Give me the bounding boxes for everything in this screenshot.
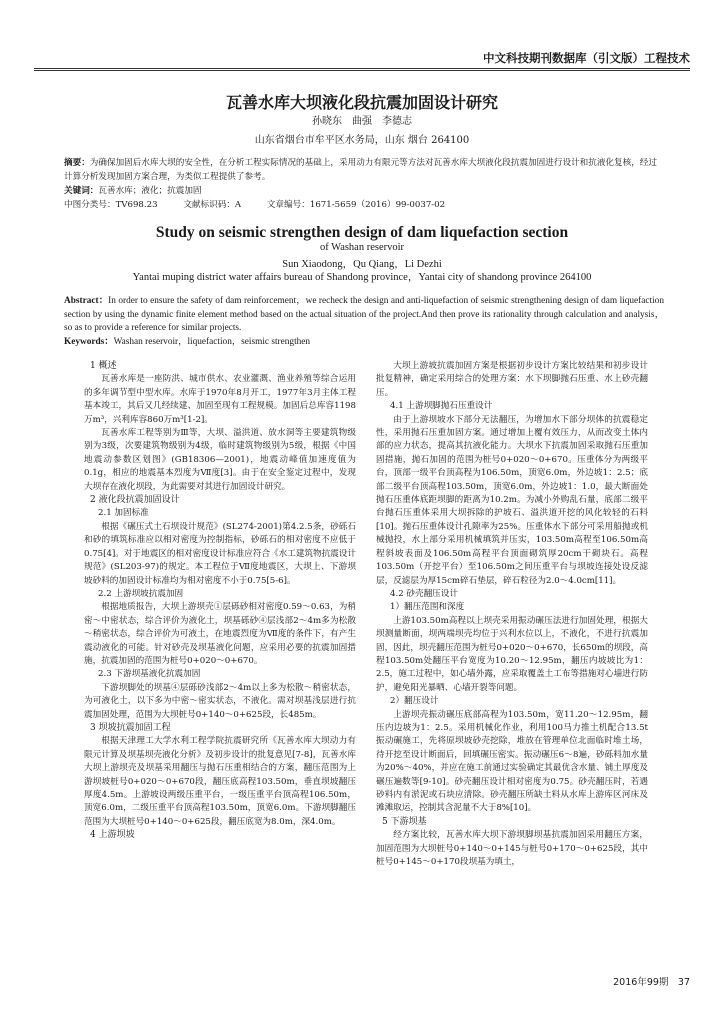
paragraph: 下游坝脚处的坝基④层砾砂浅部2～4m以上多为松散～稍密状态，为可液化土，以下多为中密～密实状态，不液化。需对坝基浅层进行抗震加固处理，范围为大坝桩号0+140～0+625段，长485m。 [84,682,356,720]
section-heading: 4 上游坝坡 [90,830,135,841]
body-column-right [376,360,648,869]
subsection-heading: 2）翻压设计 [390,696,439,707]
abstract-en-text: In order to ensure the safety of dam reinforcement，we recheck the design and anti-liquefaction of seismic strengthening design of dam liquefaction section by using the dynamic finite element method based on the actual situation of the project.And then prove its rationality through calculation and analysis，so as to provide a reference for similar projects. [64,296,664,333]
title-english: Study on seismic strengthen design of dam liquefaction section [155,224,569,241]
header-rule [34,68,690,71]
abstract-chinese [64,156,664,212]
section-heading: 3 坝坡抗震加固工程 [90,722,171,733]
title-english-line2: of Washan reservoir [319,242,405,253]
authors-english: Sun Xiaodong，Qu Qiang，Li Dezhi [282,259,442,270]
paragraph: 根据地质报告，大坝上游坝壳①层砾砂相对密度0.59～0.63，为稍密～中密状态，综合评价为液化土，坝基砾砂④层浅部2～4m多为松散～稍密状态，综合评价为可液土，在地震烈度为Ⅶ度的条件下，有产生震动液化的可能。针对砂壳及坝基液化问题，应采用必要的抗震加固措施，抗震加固的范围为桩号0+020～0+670。 [84,602,356,666]
affiliation-english: Yantai muping district water affairs bureau of Shandong province，Yantai city of shandong province 264100 [132,272,592,283]
paragraph: 根据《碾压式土石坝设计规范》(SL274-2001)第4.2.5条，砂砾石和砂的填筑标准应以相对密度为控制指标，砂砾石的相对密度不应低于0.75[4]。对于地震区的相对密度设计标准应符合《水工建筑物抗震设计规范》(SL203-97)的规定。本工程位于Ⅶ度地震区，大坝上、下游坝坡砂料的加固设计标准均为相对密度不小于0.75[5-6]。 [84,521,356,586]
subsection-heading: 2.3 下游坝基液化抗震加固 [98,669,201,680]
subsection-heading: 2.1 加固标准 [98,508,149,519]
classification-meta: 中图分类号：TV698.23 文献标识码：A 文章编号：1671-5659（2016）99-0037-02 [64,200,446,210]
journal-header: 中文科技期刊数据库（引文版）工程技术 [483,51,690,65]
section-heading: 1 概述 [90,361,117,371]
section-heading: 2 液化段抗震加固设计 [90,495,180,506]
page-footer: 2016年99期 37 [613,977,690,988]
abstract-en-label: Abstract： [64,296,109,306]
paragraph: 根据天津理工大学水利工程学院抗震研究所《瓦善水库大坝动力有限元计算及坝基坝壳液化分析》及初步设计的批复意见[7-8]，瓦善水库大坝上游坝壳及坝基采用翻压与抛石压重相结合的方案，翻压范围为上游坝坡桩号0+020～0+670段，翻压底高程103.50m，垂直坝坡翻压厚度4.5m。上游坡设两级压重平台，一级压重平台顶高程106.50m，顶宽6.0m，二级压重平台顶高程103.50m，顶宽6.0m。下游坝脚翻压范围为大坝桩号0+140～0+625段，翻压底宽为8.0m，深4.0m。 [84,736,356,827]
abstract-zh-label: 摘要： [64,158,90,168]
subsection-heading: 2.2 上游坝坡抗震加固 [98,588,184,599]
subsection-heading: 4.2 砂壳翻压设计 [390,588,458,599]
paragraph: 由于上游坝坡水下部分无法翻压，为增加水下部分坝体的抗震稳定性，采用抛石压重加固方案。通过增加上覆有效压力，从而改变土体内部的应力状态，提高其抗液化能力。大坝水下抗震加固采取抛石压重加固措施，抛石加固的范围为桩号0+020～0+670。压重体分为两级平台，顶部一级平台顶高程为106.50m，顶宽6.0m，外边坡1：2.5；底部二级平台顶高程103.50m，顶宽6.0m，外边坡1：1.0，最大断面处抛石压重体底距坝脚的距离为10.2m。为减小外购乱石量，底部二级平台抛石压重体采用大坝拆除的护坡石、溢洪道开挖的风化较轻的石料[10]。抛石压重体设计孔隙率为25%。压重体水下部分可采用船抛或机械抛投，水上部分采用机械填筑并压实，103.50m高程至106.50m高程斜坡表面及106.50m高程平台顶面砌筑厚20cm干砌块石。高程103.50m（开挖平台）至106.50m之间压重平台与坝坡连接处设反滤层，反滤层为厚15cm碎石垫层，碎石粒径为2.0～4.0cm[11]。 [376,414,648,586]
title-chinese: 瓦善水库大坝液化段抗震加固设计研究 [225,93,498,112]
paragraph: 经方案比较，瓦善水库大坝下游坝脚坝基抗震加固采用翻压方案，加固范围为大坝桩号0+140～0+145与桩号0+170～0+625段，其中桩号0+145～0+170段坝基为填土， [376,830,648,868]
subsection-heading: 1）翻压范围和深度 [390,602,465,613]
authors-chinese: 孙晓东 曲强 李德志 [312,116,412,127]
paragraph: 上游103.50m高程以上坝壳采用振动碾压法进行加固处理，根据大坝测量断面，坝两端坝壳均位于兴利水位以上，不液化，不进行抗震加固，因此，坝壳翻压范围为桩号0+020～0+670，长650m的坝段，高程103.50m处翻压平台宽度为10.20～12.95m，翻压内坡坡比为1：2.5，施工过程中，如心墙外露，应采取覆盖土工布等措施对心墙进行防护，避免阳光暴晒、心墙开裂等问题。 [376,615,648,693]
abstract-zh-text: 为确保加固后水库大坝的安全性，在分析工程实际情况的基础上，采用动力有限元等方法对瓦善水库大坝液化段抗震加固进行设计和抗液化复核，经过计算分析发现加固方案合理，为类似工程提供了参考。 [64,158,657,182]
subsection-heading: 4.1 上游坝脚抛石压重设计 [390,401,493,412]
section-heading: 5 下游坝基 [382,816,427,827]
abstract-english [64,295,664,349]
body-column-left [84,360,356,843]
paragraph: 上游坝壳振动碾压底部高程为103.50m，宽11.20～12.95m，翻压内边坡为1：2.5。采用机械化作业，利用100马力推土机配合13.5t振动碾施工，先将原坝坡砂壳挖除，堆放在管理单位北面临时堆土场，待开挖至设计断面后，回填碾压密实。振动碾压6～8遍，砂砾料加水量为20%～40%，并应在施工前通过实验确定其最优含水量、铺土厚度及碾压遍数等[9-10]。砂壳翻压设计相对密度为0.75。砂壳翻压时，若遇砂料内有淤泥或石块应清除。砂壳翻压所缺土料从水库上游库区河床及滩滩取运，控制其含泥量不大于8%[10]。 [376,709,648,814]
keywords-en: Washan reservoir，liquefaction，seismic strengthen [113,336,311,347]
keywords-en-label: Keywords： [64,336,114,347]
keywords-zh: 瓦善水库；液化；抗震加固 [98,186,202,196]
paragraph: 瓦善水库是一座防洪、城市供水、农业灌溉、渔业养殖等综合运用的多年调节型中型水库。水库于1970年8月开工，1977年3月主体工程基本竣工，其后又几经续建、加固至现有工程规模。加固后总库容1198万m³，兴利库容860万m³[1-2]。 [84,374,356,425]
paragraph: 瓦善水库工程等别为Ⅲ等，大坝、溢洪道、放水洞等主要建筑物级别为3级，次要建筑物级别为4级，临时建筑物级别为5级，根据《中国地震动参数区划图》(GB18306—2001)，地震动峰值加速度值为0.1g，相应的地震基本烈度为Ⅶ度[3]。由于在安全鉴定过程中，发现大坝存在液化坝段，为此需要对其进行加固设计研究。 [84,428,356,492]
paragraph: 大坝上游坡抗震加固方案是根据初步设计方案比较结果和初步设计批复精神，确定采用综合的处理方案：水下坝脚抛石压重、水上砂壳翻压。 [376,361,648,398]
affiliation-chinese: 山东省烟台市牟平区水务局，山东 烟台 264100 [254,135,470,146]
keywords-zh-label: 关键词： [64,186,99,196]
